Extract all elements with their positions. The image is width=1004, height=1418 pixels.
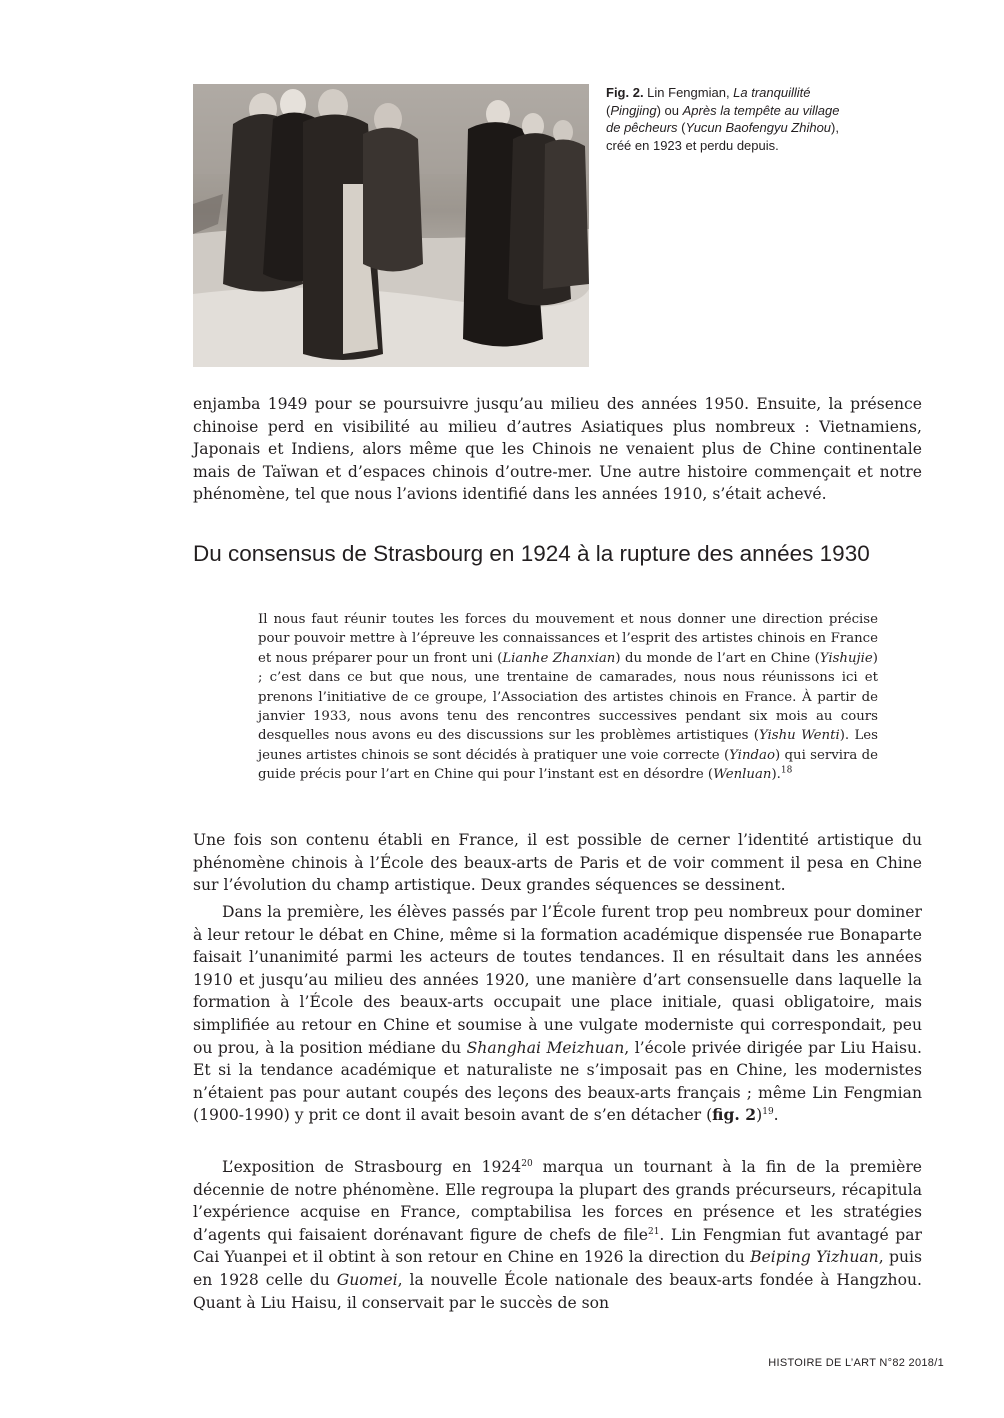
quote-text: ) qui servira de guide précis pour l’art en Chine qui pour l’instant est en désordre ( <box>258 747 878 783</box>
caption-text: ) ou <box>656 102 683 118</box>
paragraph-1: Une fois son contenu établi en France, il est possible de cerner l’identité artistique du phénomène chinois à l’École des beaux-arts de Paris et de voir comment il pesa en Chine sur l’évolution du champ artistique. Deux grandes séquences se dessinent. <box>193 831 922 895</box>
caption-title: La tranquillité <box>733 85 811 100</box>
caption-title: Après la tempête au village de pêcheurs <box>606 102 840 135</box>
painting-illustration <box>193 84 589 367</box>
paragraph-text: marqua un tournant à la fin de la première décennie de notre phénomène. Elle regroupa la plupart des grands précurseurs, récapitula l’expérience acquise en France, comptabilisa les forces en présence et les stratégies d’agents qui faisaient dorénavant figure de chefs de file <box>193 1158 923 1244</box>
footnote-ref-18[interactable]: 18 <box>780 765 793 776</box>
footnote-ref-19[interactable]: 19 <box>762 1107 774 1118</box>
quote-term: Yishu Wenti <box>758 728 840 744</box>
quote-text: ). Les jeunes artistes chinois se sont décidés à pratiquer une voie correcte ( <box>258 728 878 763</box>
figure-caption <box>606 84 846 154</box>
quote-term: Yindao <box>729 747 775 763</box>
figure-label: Fig. 2. <box>606 85 644 100</box>
figure-reference[interactable]: fig. 2 <box>712 1105 757 1125</box>
paragraph-text: . <box>773 1106 779 1125</box>
caption-title: Pingjing <box>610 102 657 118</box>
paragraph-text: ) <box>756 1106 763 1125</box>
institution-name: Shanghai Meizhuan <box>466 1038 625 1057</box>
paragraph-text: , l’école privée dirigée par Liu Haisu. Et si la tendance académique et naturaliste ne s’imposait pas en Chine, les modernistes n’étaient pas pour autant coupés des leçons des beaux-arts français ; même Lin Fengmian (1900-1990) y prit ce dont il avait besoin avant de s’en détacher ( <box>193 1038 922 1125</box>
footnote-ref-20[interactable]: 20 <box>521 1158 533 1169</box>
quote-text: ). <box>771 767 781 783</box>
quote-term: Lianhe Zhanxian <box>502 650 616 666</box>
institution-name: Guomei <box>336 1270 398 1289</box>
paragraph-text: , puis en 1928 celle du <box>193 1248 922 1289</box>
paragraph-text: , la nouvelle École nationale des beaux-arts fondée à Hangzhou. Quant à Liu Haisu, il conservait par le succès de son <box>193 1270 922 1312</box>
caption-text: ), créé en 1923 et perdu depuis. <box>606 120 839 153</box>
paragraph-text: L’exposition de Strasbourg en 1924 <box>222 1158 522 1176</box>
section-heading: Du consensus de Strasbourg en 1924 à la rupture des années 1930 <box>193 541 870 566</box>
quote-text: ) du monde de l’art en Chine ( <box>615 650 820 666</box>
caption-text: ( <box>606 102 611 118</box>
caption-text: ( <box>677 120 686 135</box>
block-quote <box>258 610 878 785</box>
footnote-ref-21[interactable]: 21 <box>647 1226 660 1237</box>
figure-image <box>193 84 589 367</box>
quote-text: ) ; c’est dans ce but que nous, une trentaine de camarades, nous nous réunissons ici et prenons l’initiative de ce groupe, l’Association des artistes chinois en France. À partir de janvier 1933, nous avons tenu des rencontres successives pendant six mois au cours desquelles nous avons eu des discussions sur les problèmes artistiques ( <box>258 650 878 744</box>
paragraph-text: . Lin Fengmian fut avantagé par Cai Yuanpei et il obtint à son retour en Chine en 1926 la direction du <box>193 1225 922 1267</box>
caption-title: Yucun Baofengyu Zhihou <box>685 120 832 135</box>
caption-text: Lin Fengmian, <box>643 85 734 100</box>
quote-term: Wenluan <box>713 767 772 783</box>
institution-name: Beiping Yizhuan <box>750 1248 879 1267</box>
paragraph-2 <box>193 901 922 1127</box>
paragraph-3 <box>193 1156 922 1314</box>
page-footer: HISTOIRE DE L’ART N°82 2018/1 <box>768 1357 944 1369</box>
quote-term: Yishujie <box>819 650 873 666</box>
paragraph-text: Dans la première, les élèves passés par l’École furent trop peu nombreux pour dominer à leur retour le débat en Chine, même si la formation académique dispensée rue Bonaparte faisait l’unanimité parmi les acteurs de toutes tendances. Il en résultait dans les années 1910 et jusqu’au milieu des années 1920, une manière d’art consensuelle dans laquelle la formation à l’École des beaux-arts occupait une place initiale, quasi obligatoire, mais simplifiée au retour en Chine et soumise à une vulgate moderniste qui correspondait, peu ou prou, à la position médiane du <box>193 903 922 1057</box>
quote-text: Il nous faut réunir toutes les forces du mouvement et nous donner une direction précise pour pouvoir mettre à l’épreuve les connaissances et l’esprit des artistes chinois en France et nous préparer pour un front uni ( <box>258 612 878 666</box>
paragraph-top: enjamba 1949 pour se poursuivre jusqu’au milieu des années 1950. Ensuite, la présence chinoise perd en visibilité au milieu d’autres Asiatiques plus nombreux : Vietnamiens, Japonais et Indiens, alors même que les Chinois ne venaient plus de Chine continentale mais de Taïwan et d’espaces chinois d’outre-mer. Une autre histoire commençait et notre phénomène, tel que nous l’avions identifié dans les années 1910, s’était achevé. <box>193 395 922 504</box>
